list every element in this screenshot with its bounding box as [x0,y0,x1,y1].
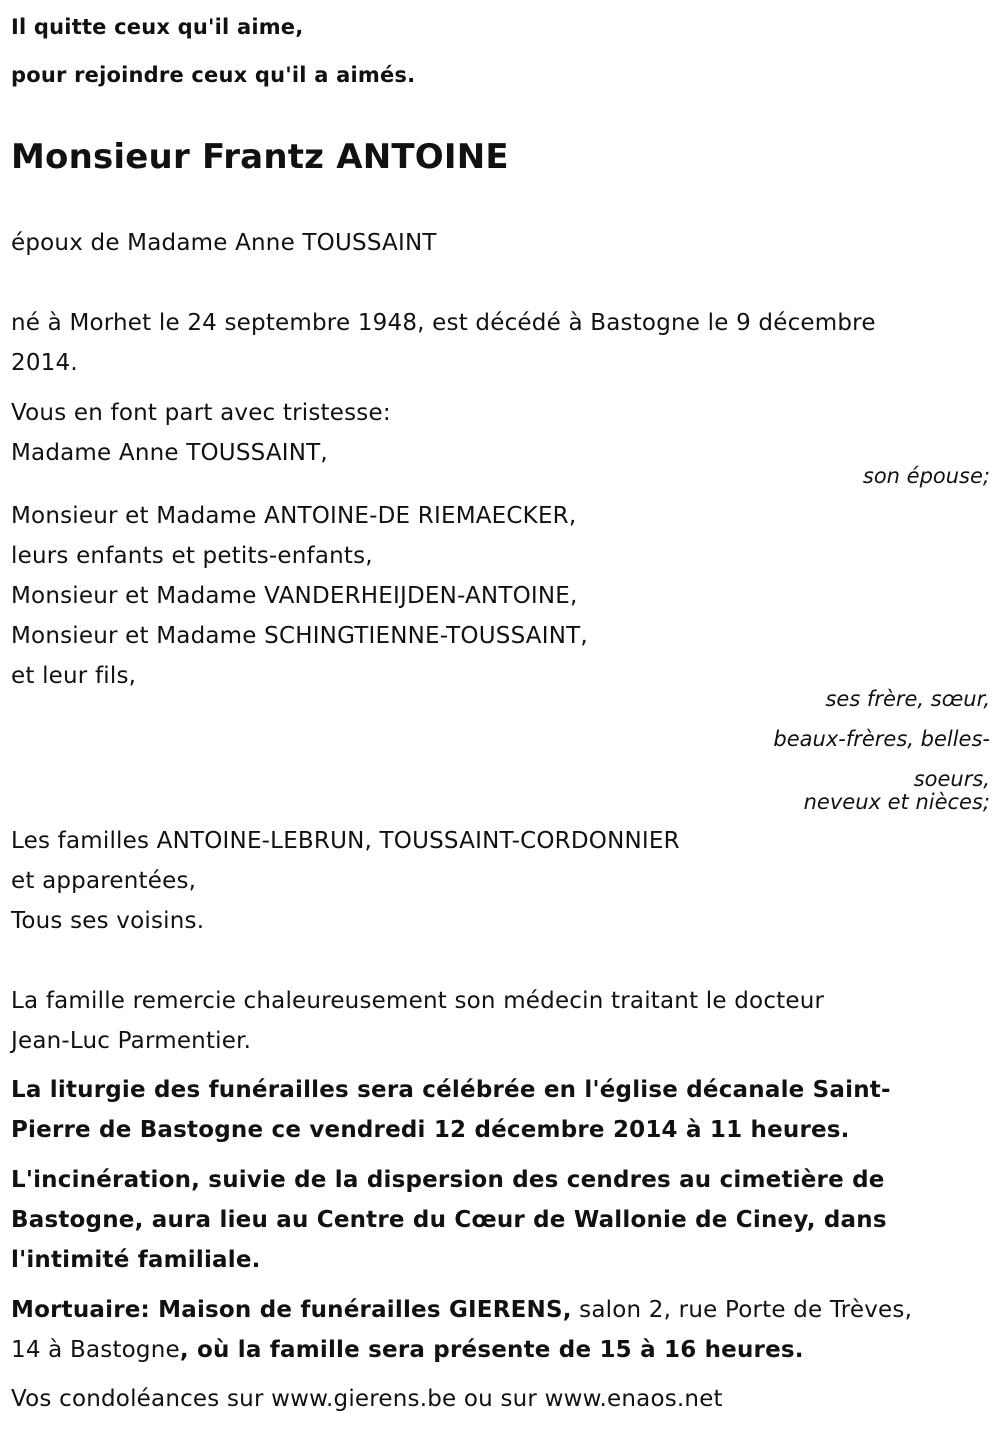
spouse-role: son épouse; [862,464,990,488]
mortuary-address-part-2: 14 à Bastogne [11,1337,180,1363]
family-line: et leur fils, [11,663,137,689]
epigraph-line-1: Il quitte ceux qu'il aime, [11,15,304,39]
family-line: Monsieur et Madame VANDERHEIJDEN-ANTOINE, [11,583,578,609]
spouse-line: époux de Madame Anne TOUSSAINT [11,230,437,256]
mortuary-line-2 [11,1335,804,1365]
cremation-line-3: l'intimité familiale. [11,1247,261,1273]
others-line: et apparentées, [11,868,197,894]
family-role: neveux et nièces; [803,790,990,814]
mortuary-label: Mortuaire: Maison de funérailles GIERENS, [11,1297,572,1323]
family-role: beaux-frères, belles- [773,727,990,751]
birth-death-line-1: né à Morhet le 24 septembre 1948, est décédé à Bastogne le 9 décembre [11,310,876,336]
family-role: soeurs, [913,767,990,791]
thanks-line-2: Jean-Luc Parmentier. [11,1028,252,1054]
announcement-intro: Vous en font part avec tristesse: [11,400,391,426]
liturgy-line-1: La liturgie des funérailles sera célébrée en l'église décanale Saint- [11,1077,891,1103]
thanks-line-1: La famille remercie chaleureusement son médecin traitant le docteur [11,988,825,1014]
family-line: Monsieur et Madame ANTOINE-DE RIEMAECKER, [11,503,577,529]
condolences-line: Vos condoléances sur www.gierens.be ou sur www.enaos.net [11,1386,723,1412]
family-line: leurs enfants et petits-enfants, [11,543,373,569]
mortuary-presence: , où la famille sera présente de 15 à 16 heures. [179,1337,804,1363]
family-role: ses frère, sœur, [825,687,990,711]
mortuary-line-1 [11,1295,912,1325]
liturgy-line-2: Pierre de Bastogne ce vendredi 12 décembre 2014 à 11 heures. [11,1117,850,1143]
mortuary-address-part-1: salon 2, rue Porte de Trèves, [571,1297,913,1323]
announcement-spouse: Madame Anne TOUSSAINT, [11,440,328,466]
deceased-name: Monsieur Frantz ANTOINE [11,137,509,177]
others-line: Les familles ANTOINE-LEBRUN, TOUSSAINT-CORDONNIER [11,828,680,854]
cremation-line-1: L'incinération, suivie de la dispersion des cendres au cimetière de [11,1167,885,1193]
birth-death-line-2: 2014. [11,350,78,376]
family-line: Monsieur et Madame SCHINGTIENNE-TOUSSAINT, [11,623,588,649]
epigraph-line-2: pour rejoindre ceux qu'il a aimés. [11,63,416,87]
cremation-line-2: Bastogne, aura lieu au Centre du Cœur de Wallonie de Ciney, dans [11,1207,887,1233]
others-line: Tous ses voisins. [11,908,205,934]
